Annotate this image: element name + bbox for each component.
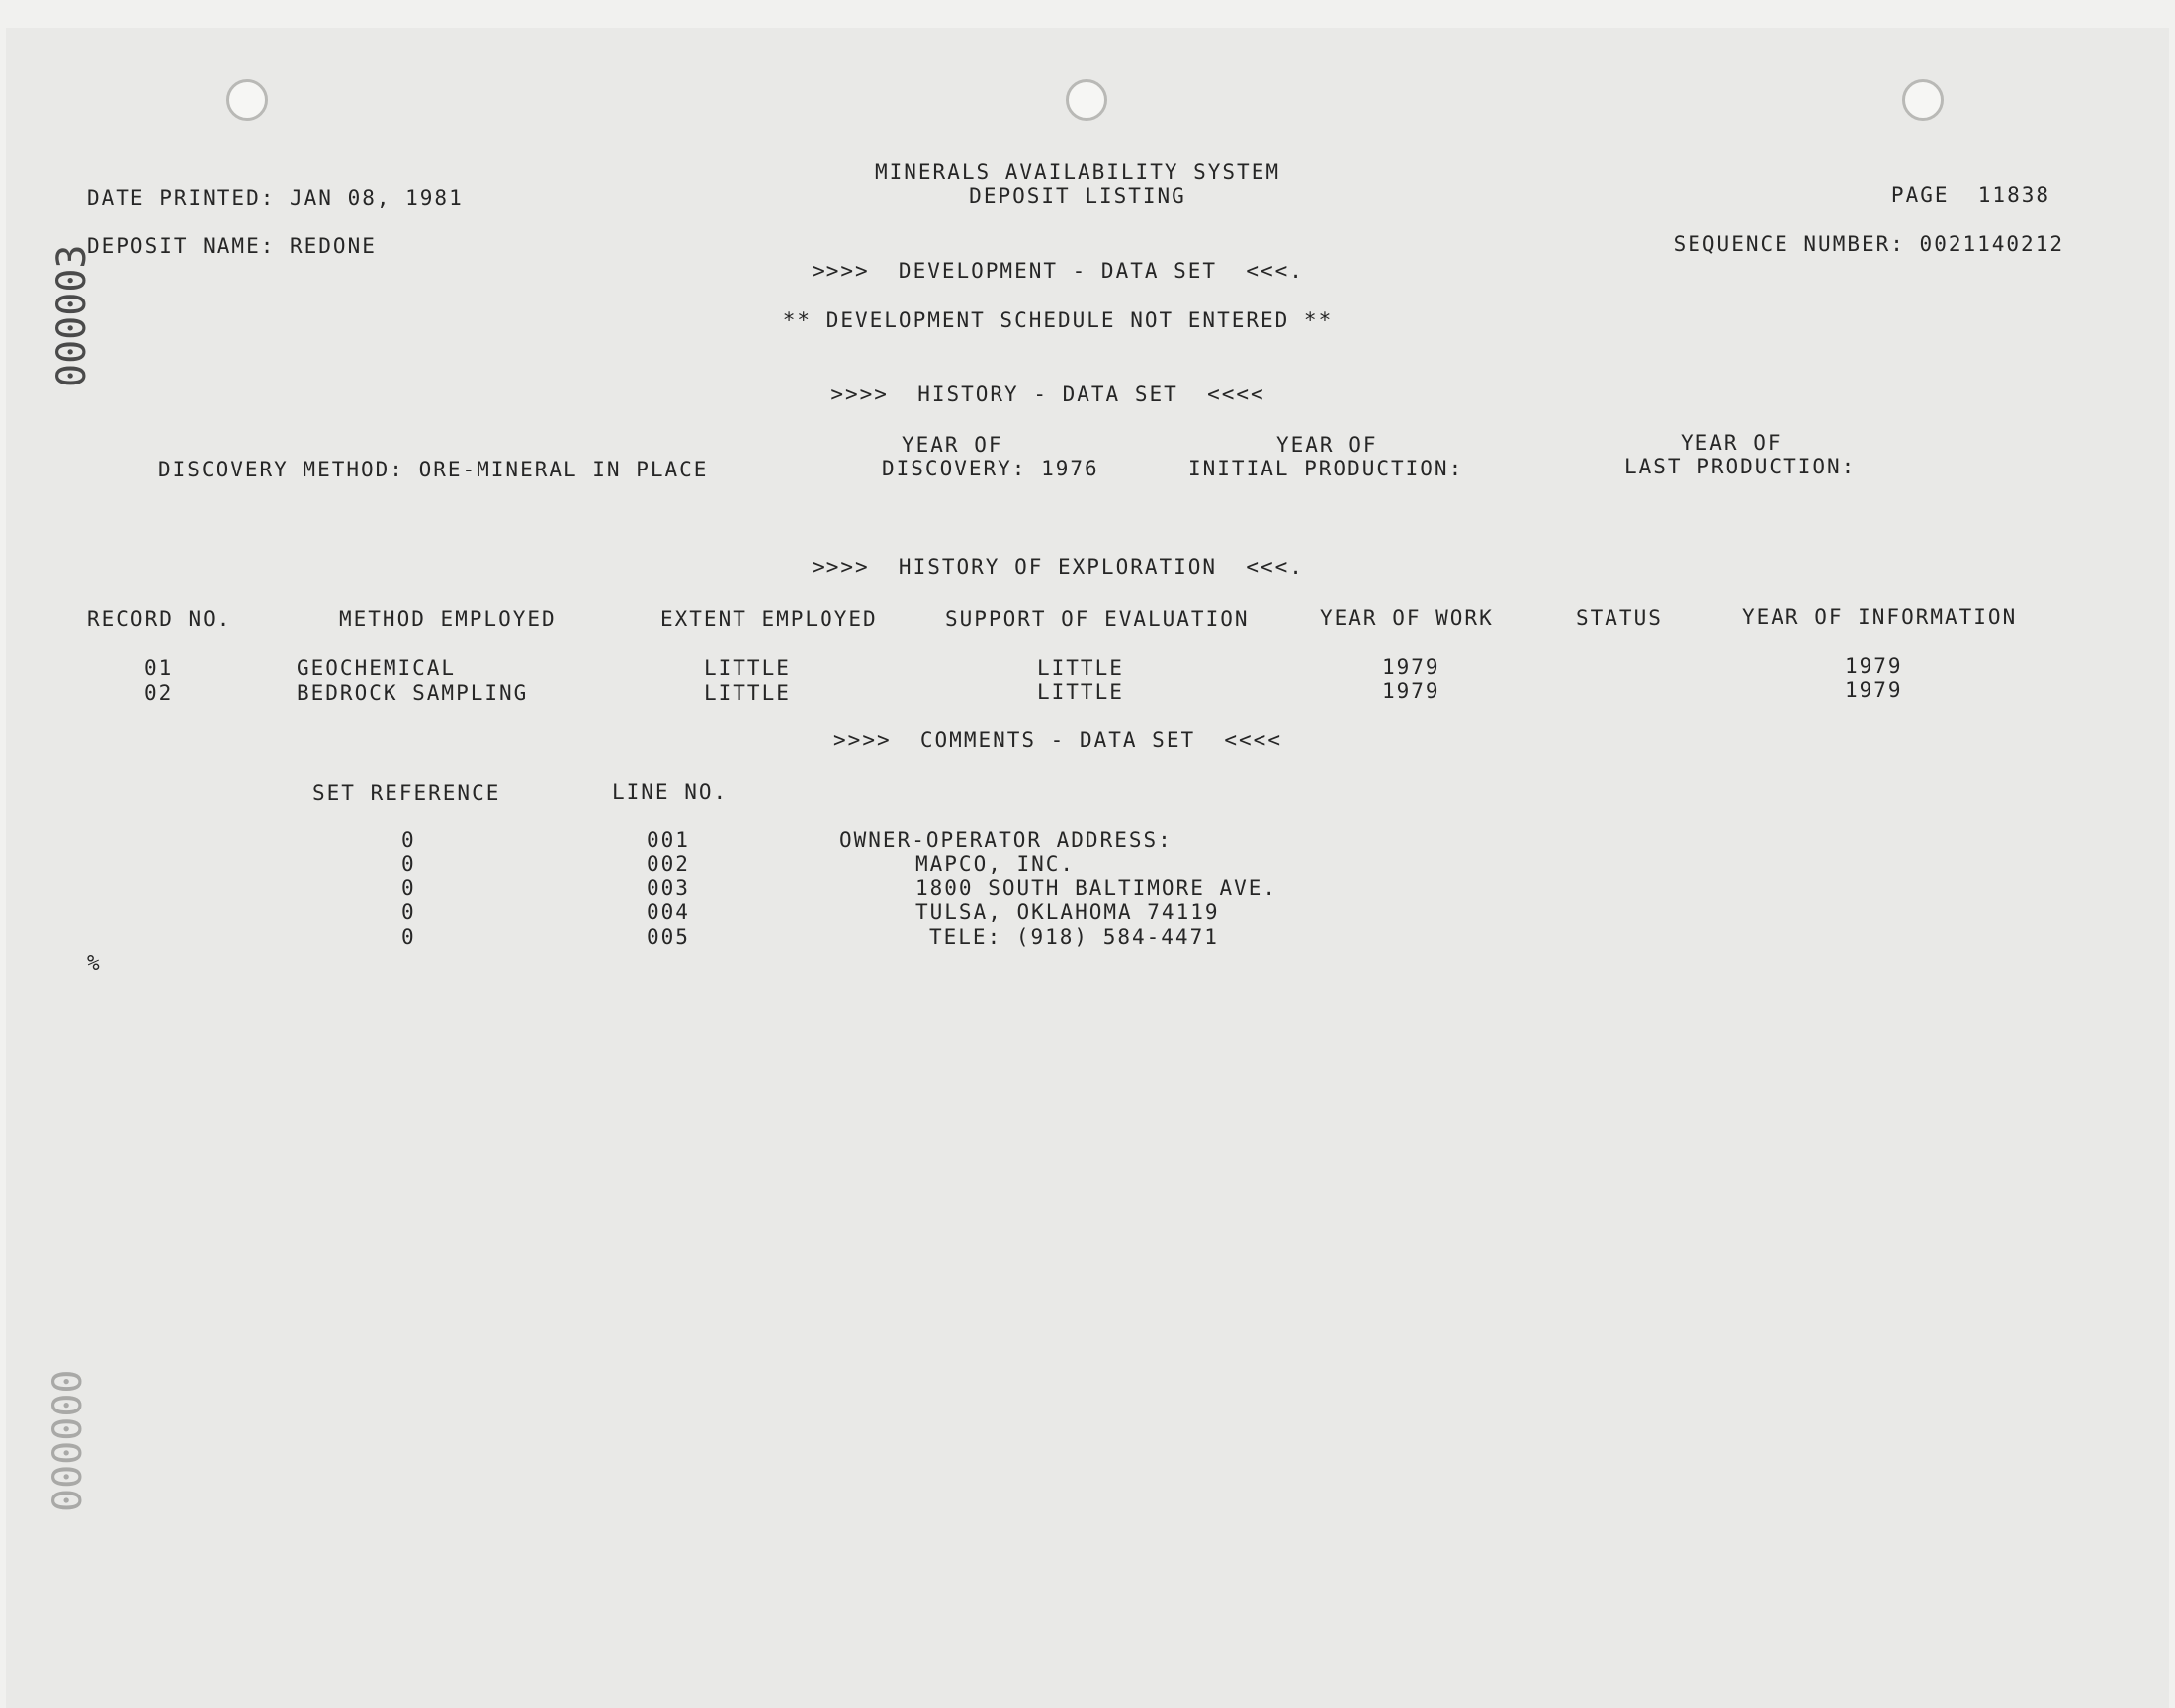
sequence-number: SEQUENCE NUMBER: 0021140212 [1673, 232, 2064, 256]
line-no: 004 [647, 900, 690, 924]
record-no: 02 [144, 681, 174, 705]
year-of-work: 1979 [1382, 655, 1440, 679]
discovery-method: DISCOVERY METHOD: ORE-MINERAL IN PLACE [158, 458, 709, 481]
exploration-heading: >>>> HISTORY OF EXPLORATION <<<. [812, 555, 1304, 579]
line-no: 003 [647, 876, 690, 899]
report-subtitle: DEPOSIT LISTING [969, 184, 1186, 208]
edge-stamp-top: 000003 [49, 244, 95, 387]
extent-employed: LITTLE [704, 656, 791, 680]
year-of-discovery-label: YEAR OF [902, 433, 1003, 457]
comment-text: OWNER-OPERATOR ADDRESS: [839, 828, 1173, 852]
line-no: 001 [647, 828, 690, 852]
support-of-evaluation: LITTLE [1037, 656, 1124, 680]
col-support-of-evaluation: SUPPORT OF EVALUATION [945, 607, 1250, 631]
record-no: 01 [144, 656, 174, 680]
set-reference: 0 [401, 876, 416, 899]
comment-text: 1800 SOUTH BALTIMORE AVE. [915, 876, 1278, 899]
year-of-work: 1979 [1382, 679, 1440, 703]
edge-stamp-bottom: 000000 [45, 1369, 91, 1512]
page-number: PAGE 11838 [1890, 183, 2050, 207]
year-of-information: 1979 [1845, 678, 1903, 702]
last-production: LAST PRODUCTION: [1624, 455, 1857, 478]
set-reference: 0 [401, 828, 416, 852]
col-set-reference: SET REFERENCE [312, 781, 501, 805]
binder-hole-right [1902, 79, 1944, 121]
deposit-name: DEPOSIT NAME: REDONE [87, 234, 377, 258]
initial-production-label: YEAR OF [1276, 433, 1378, 457]
development-heading: >>>> DEVELOPMENT - DATA SET <<<. [812, 259, 1304, 283]
method-employed: BEDROCK SAMPLING [297, 681, 529, 705]
comment-text: TULSA, OKLAHOMA 74119 [915, 900, 1220, 924]
col-method-employed: METHOD EMPLOYED [339, 607, 557, 631]
date-printed: DATE PRINTED: JAN 08, 1981 [87, 186, 464, 210]
set-reference: 0 [401, 900, 416, 924]
line-no: 005 [647, 925, 690, 949]
comment-text: MAPCO, INC. [915, 852, 1076, 876]
extent-employed: LITTLE [704, 681, 791, 705]
year-of-information: 1979 [1845, 654, 1903, 678]
set-reference: 0 [401, 925, 416, 949]
report-title: MINERALS AVAILABILITY SYSTEM [874, 160, 1280, 184]
col-record-no: RECORD NO. [87, 607, 232, 631]
last-production-label: YEAR OF [1681, 431, 1783, 455]
year-of-discovery: DISCOVERY: 1976 [882, 457, 1099, 480]
development-note: ** DEVELOPMENT SCHEDULE NOT ENTERED ** [782, 308, 1334, 332]
set-reference: 0 [401, 852, 416, 876]
comments-heading: >>>> COMMENTS - DATA SET <<<< [833, 728, 1282, 752]
history-heading: >>>> HISTORY - DATA SET <<<< [830, 383, 1265, 406]
line-no: 002 [647, 852, 690, 876]
col-extent-employed: EXTENT EMPLOYED [660, 607, 878, 631]
end-of-record-mark: % [87, 951, 102, 975]
col-status: STATUS [1576, 606, 1663, 630]
comment-text: TELE: (918) 584-4471 [929, 925, 1219, 949]
support-of-evaluation: LITTLE [1037, 680, 1124, 704]
col-line-no: LINE NO. [612, 780, 729, 804]
binder-hole-left [226, 79, 268, 121]
col-year-of-information: YEAR OF INFORMATION [1742, 605, 2018, 629]
method-employed: GEOCHEMICAL [297, 656, 457, 680]
initial-production: INITIAL PRODUCTION: [1188, 457, 1464, 480]
col-year-of-work: YEAR OF WORK [1320, 606, 1494, 630]
binder-hole-center [1066, 79, 1107, 121]
